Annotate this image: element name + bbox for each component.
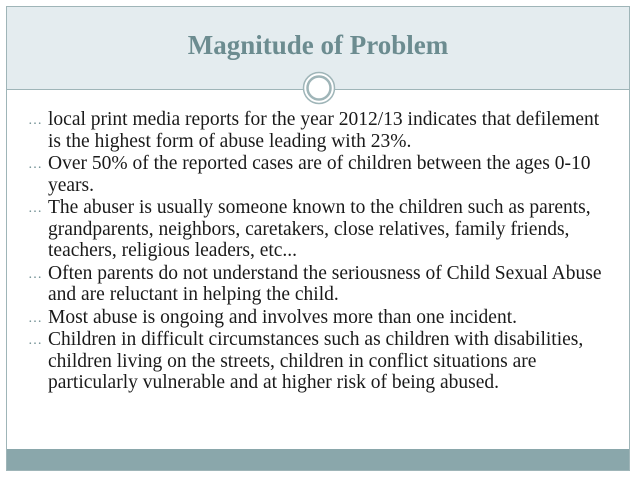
bullet-marker-icon: …	[28, 266, 42, 282]
bullet-marker-icon: …	[28, 113, 42, 128]
footer-band	[7, 449, 629, 470]
bullet-text: Often parents do not understand the seriousness of Child Sexual Abuse and are reluctant in helping the child.	[48, 262, 602, 305]
bullet-text: The abuser is usually someone known to the children such as parents, grandparents, neighbors, caretakers, close relatives, family friends, teachers, religious leaders, etc...	[48, 197, 591, 261]
slide-title: Magnitude of Problem	[187, 30, 449, 60]
bullet-item	[28, 109, 608, 152]
bullet-item	[28, 263, 608, 306]
bullet-text: Children in difficult circumstances such as children with disabilities, children living on the streets, children in conflict situations are particularly vulnerable and at higher risk of being abused.	[48, 329, 584, 393]
bullet-marker-icon: …	[28, 333, 42, 348]
bullet-text: Over 50% of the reported cases are of children between the ages 0-10 years.	[48, 153, 591, 196]
bullet-marker-icon: …	[28, 201, 42, 216]
bullet-text: local print media reports for the year 2012/13 indicates that defilement is the highest form of abuse leading with 23%.	[48, 109, 600, 152]
bullet-item	[28, 197, 608, 262]
bullet-marker-icon: …	[28, 310, 42, 326]
ring-ornament-icon	[302, 71, 336, 105]
bullet-marker-icon: …	[28, 157, 42, 172]
bullet-item	[28, 153, 608, 196]
bullet-text: Most abuse is ongoing and involves more than one incident.	[48, 306, 518, 328]
bullet-list	[28, 109, 608, 395]
bullet-item	[28, 329, 608, 394]
bullet-item	[28, 307, 608, 329]
